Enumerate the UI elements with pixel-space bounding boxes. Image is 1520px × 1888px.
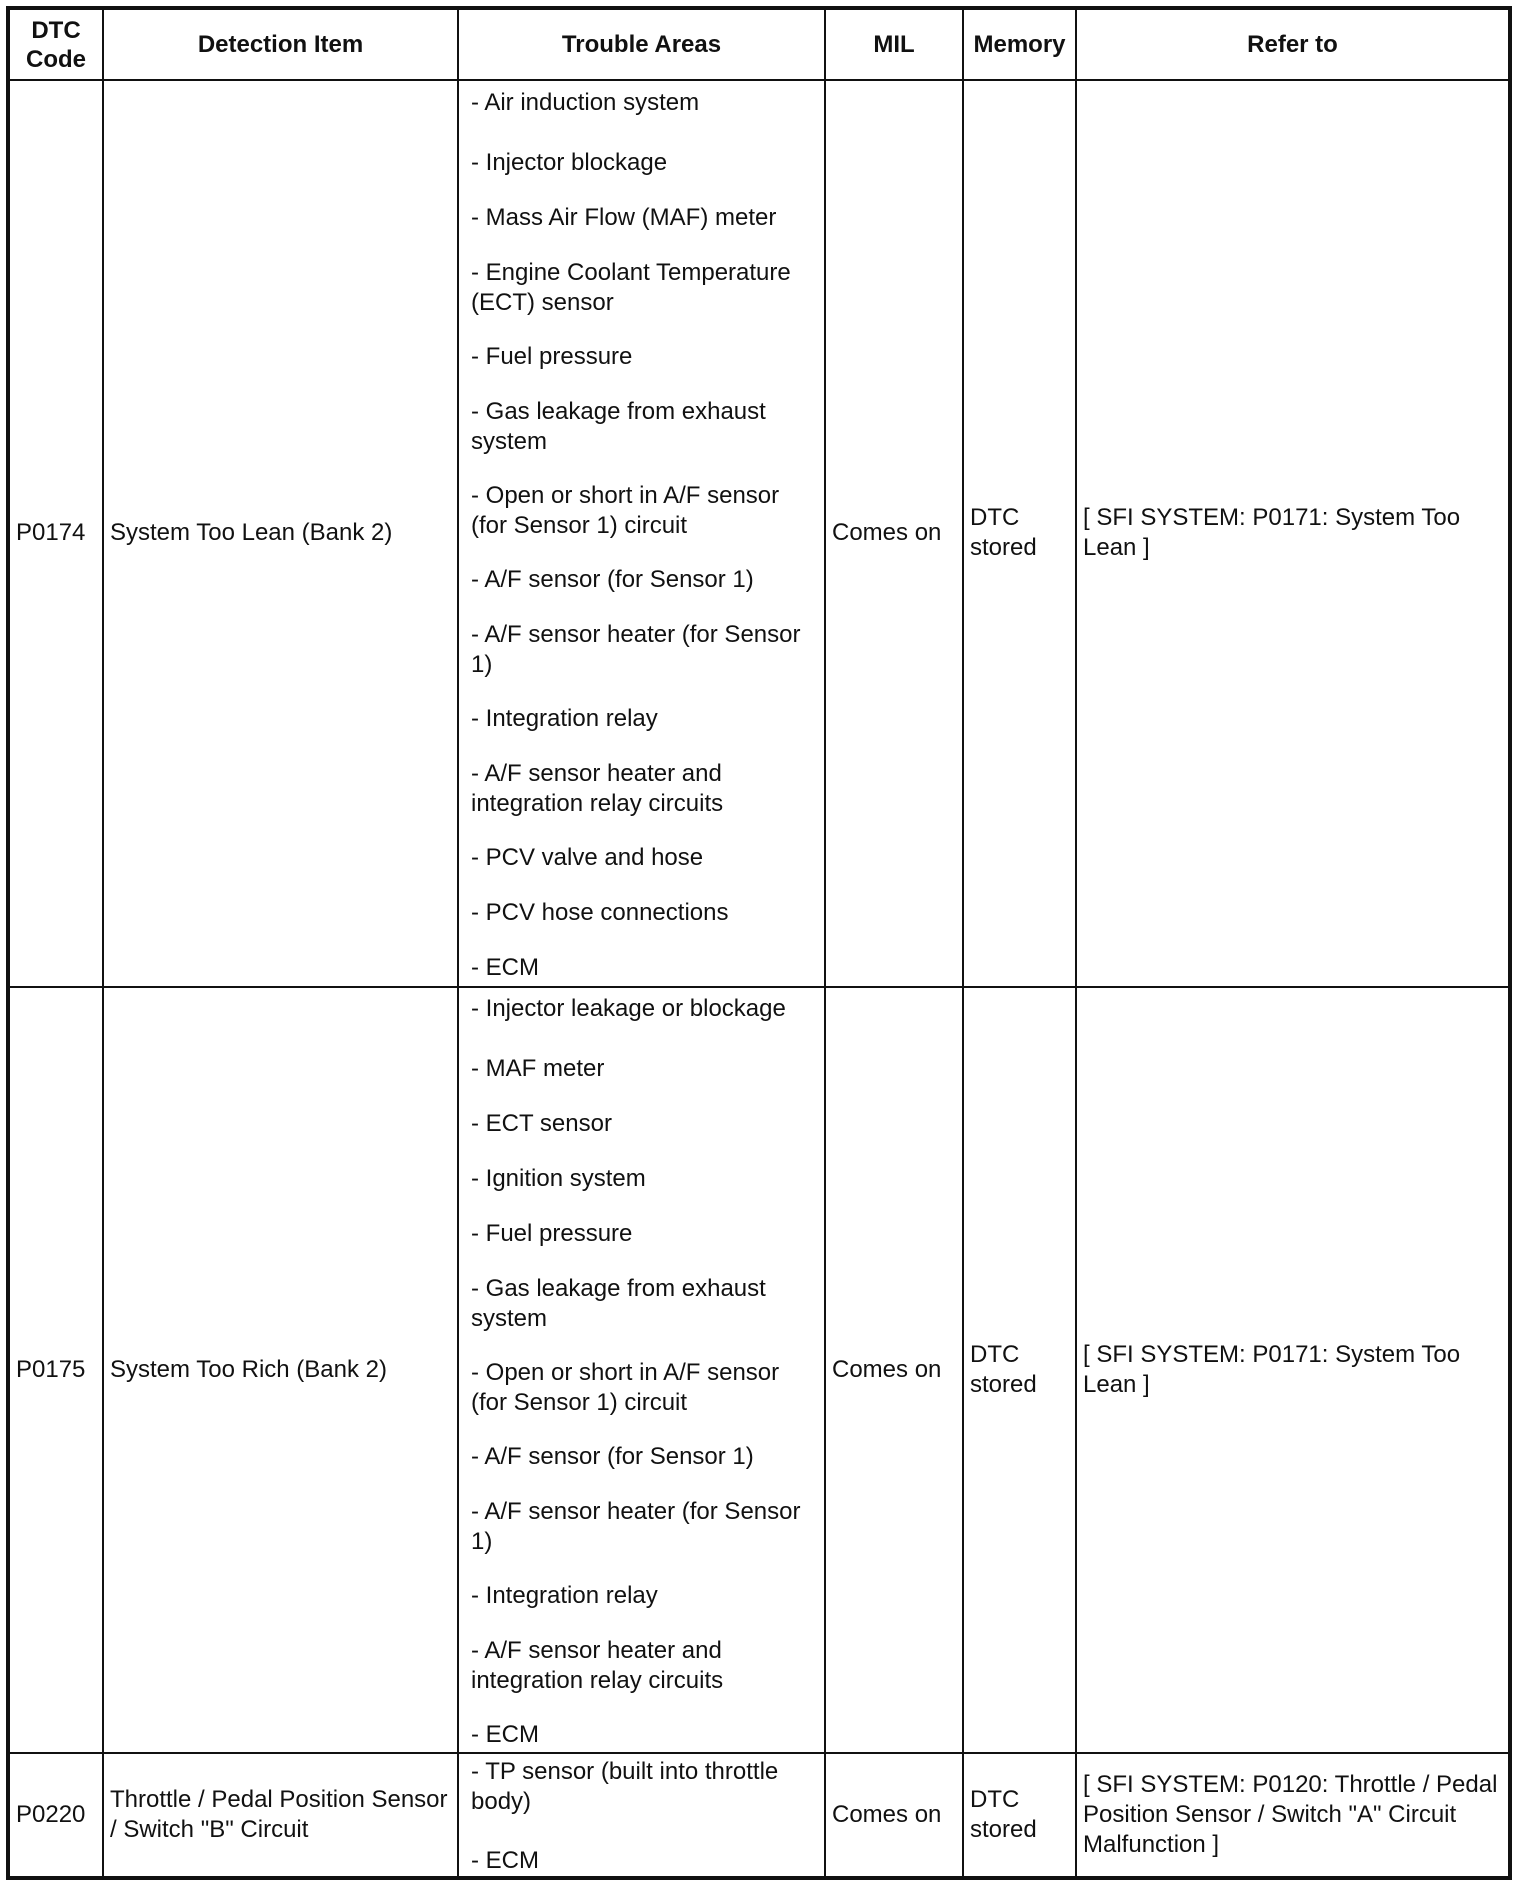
mil-cell: Comes on (825, 80, 963, 987)
refer-to-link[interactable]: [ SFI SYSTEM: P0120: Throttle / Pedal Position Sensor / Switch "A" Circuit Malfunction ] (1076, 1753, 1510, 1878)
header-dtc-code: DTC Code (8, 8, 103, 80)
header-row (8, 8, 1510, 80)
trouble-area-item: - MAF meter (471, 1054, 605, 1082)
detection-item-cell: System Too Lean (Bank 2) (103, 80, 458, 987)
trouble-area-item: - PCV hose connections (471, 898, 729, 926)
trouble-area-item: - Injector leakage or blockage (471, 994, 786, 1022)
trouble-area-item: - A/F sensor heater (for Sensor 1) (471, 620, 801, 678)
trouble-area-item: - ECM (471, 953, 539, 981)
trouble-area-item: - A/F sensor (for Sensor 1) (471, 565, 754, 593)
mil-cell: Comes on (825, 1753, 963, 1878)
header-detection-item: Detection Item (103, 8, 458, 80)
dtc-code-cell: P0175 (8, 987, 103, 1753)
trouble-area-item: - ECM (471, 1720, 539, 1748)
trouble-area-item: - PCV valve and hose (471, 843, 704, 871)
refer-to-link[interactable]: [ SFI SYSTEM: P0171: System Too Lean ] (1076, 987, 1510, 1753)
trouble-area-item: - A/F sensor heater (for Sensor 1) (471, 1497, 801, 1555)
mil-cell: Comes on (825, 987, 963, 1753)
trouble-area-item: - TP sensor (built into throttle body) (471, 1758, 779, 1816)
header-mil: MIL (825, 8, 963, 80)
trouble-areas-cell (458, 987, 825, 1753)
table-row (8, 80, 1510, 987)
header-trouble-areas: Trouble Areas (458, 8, 825, 80)
table-row (8, 987, 1510, 1753)
dtc-code-cell: P0174 (8, 80, 103, 987)
trouble-area-item: - A/F sensor heater and integration relay circuits (471, 759, 724, 817)
trouble-area-item: - Integration relay (471, 704, 658, 732)
trouble-area-item: - Mass Air Flow (MAF) meter (471, 203, 777, 231)
detection-item-cell: Throttle / Pedal Position Sensor / Switch "B" Circuit (103, 1753, 458, 1878)
memory-cell: DTC stored (963, 987, 1076, 1753)
refer-to-link[interactable]: [ SFI SYSTEM: P0171: System Too Lean ] (1076, 80, 1510, 987)
trouble-areas-cell (458, 1753, 825, 1878)
trouble-area-item: - Gas leakage from exhaust system (471, 397, 766, 455)
trouble-area-item: - A/F sensor (for Sensor 1) (471, 1442, 754, 1470)
trouble-area-item: - Gas leakage from exhaust system (471, 1274, 766, 1332)
trouble-area-item: - Fuel pressure (471, 1219, 633, 1247)
trouble-area-item: - Air induction system (471, 88, 700, 116)
trouble-area-item: - Integration relay (471, 1581, 658, 1609)
table-row (8, 1753, 1510, 1878)
header-memory: Memory (963, 8, 1076, 80)
trouble-area-item: - ECM (471, 1847, 539, 1875)
trouble-area-item: - ECT sensor (471, 1109, 612, 1137)
memory-cell: DTC stored (963, 1753, 1076, 1878)
trouble-area-item: - Fuel pressure (471, 342, 633, 370)
trouble-area-item: - A/F sensor heater and integration relay circuits (471, 1636, 724, 1694)
dtc-code-cell: P0220 (8, 1753, 103, 1878)
detection-item-cell: System Too Rich (Bank 2) (103, 987, 458, 1753)
trouble-area-item: - Engine Coolant Temperature (ECT) sensor (471, 258, 791, 316)
trouble-area-item: - Injector blockage (471, 148, 668, 176)
trouble-area-item: - Open or short in A/F sensor (for Sensor 1) circuit (471, 1358, 780, 1416)
trouble-area-item: - Open or short in A/F sensor (for Sensor 1) circuit (471, 481, 780, 539)
dtc-table (6, 6, 1512, 1880)
header-refer-to: Refer to (1076, 8, 1510, 80)
trouble-area-item: - Ignition system (471, 1164, 646, 1192)
memory-cell: DTC stored (963, 80, 1076, 987)
trouble-areas-cell (458, 80, 825, 987)
